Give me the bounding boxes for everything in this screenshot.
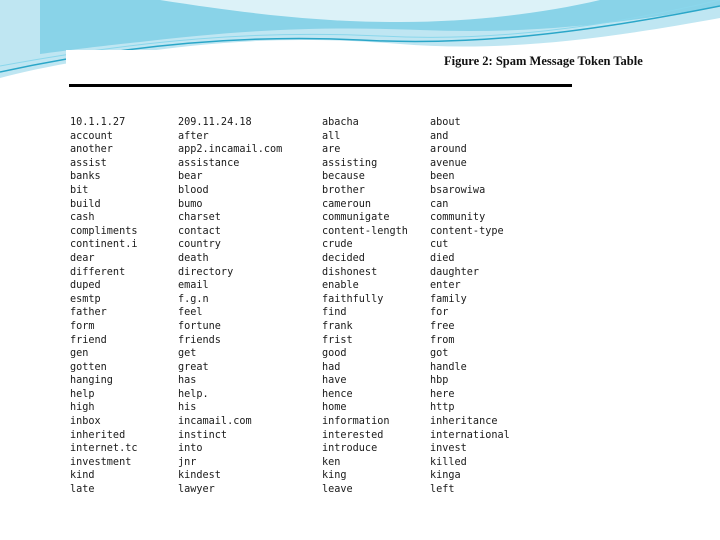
token-cell: gen <box>70 348 89 360</box>
token-cell: dishonest <box>322 266 378 278</box>
token-cell: directory <box>178 266 234 278</box>
token-cell: gotten <box>70 361 107 373</box>
token-cell: contact <box>178 225 221 237</box>
document-figure <box>66 50 654 502</box>
token-cell: esmtp <box>70 293 101 305</box>
figure-caption: Figure 2: Spam Message Token Table <box>444 54 643 68</box>
token-cell: inbox <box>70 416 101 428</box>
token-cell: friends <box>178 334 221 346</box>
token-cell: killed <box>430 456 467 468</box>
token-cell: hanging <box>70 375 113 387</box>
token-table <box>70 116 540 497</box>
token-cell: blood <box>178 184 209 196</box>
token-cell: hence <box>322 388 353 400</box>
token-cell: avenue <box>430 157 467 169</box>
token-cell: great <box>178 361 209 373</box>
token-cell: about <box>430 117 461 128</box>
token-cell: inherited <box>70 429 126 441</box>
token-cell: another <box>70 144 113 156</box>
token-cell: app2.incamail.com <box>178 144 283 156</box>
token-cell: for <box>430 307 449 319</box>
token-cell: investment <box>70 456 132 468</box>
token-cell: family <box>430 293 467 305</box>
token-cell: interested <box>322 429 384 441</box>
token-cell: communigate <box>322 212 390 224</box>
token-cell: jnr <box>178 456 197 468</box>
token-cell: enable <box>322 280 359 292</box>
token-cell: late <box>70 484 95 496</box>
token-cell: dear <box>70 252 95 264</box>
token-cell: assistance <box>178 157 240 169</box>
token-cell: here <box>430 388 455 400</box>
token-cell: content-type <box>430 225 504 237</box>
token-cell: has <box>178 375 197 387</box>
token-cell: fortune <box>178 320 221 332</box>
token-cell: country <box>178 239 221 251</box>
token-cell: different <box>70 266 126 278</box>
token-cell: invest <box>430 443 467 455</box>
token-cell: 10.1.1.27 <box>70 117 126 128</box>
token-cell: free <box>430 320 455 332</box>
token-cell: find <box>322 307 347 319</box>
token-cell: f.g.n <box>178 293 209 305</box>
token-cell: banks <box>70 171 101 183</box>
table-top-rule <box>69 84 572 87</box>
token-cell: http <box>430 402 455 414</box>
token-cell: high <box>70 402 95 414</box>
token-cell: got <box>430 348 449 360</box>
token-cell: assisting <box>322 157 378 169</box>
token-cell: cut <box>430 239 449 251</box>
token-cell: leave <box>322 484 353 496</box>
token-cell: internet.tc <box>70 443 138 455</box>
token-cell: 209.11.24.18 <box>178 117 252 128</box>
token-cell: frist <box>322 334 353 346</box>
token-cell: after <box>178 130 209 142</box>
token-cell: good <box>322 348 347 360</box>
token-cell: father <box>70 307 107 319</box>
token-cell: from <box>430 334 455 346</box>
token-cell: daughter <box>430 266 480 278</box>
token-cell: faithfully <box>322 293 384 305</box>
token-cell: get <box>178 348 197 360</box>
token-cell: left <box>430 484 455 496</box>
token-cell: hbp <box>430 375 449 387</box>
token-cell: help. <box>178 388 209 400</box>
token-cell: can <box>430 198 449 210</box>
token-cell: email <box>178 280 209 292</box>
token-cell: friend <box>70 334 107 346</box>
token-cell: crude <box>322 239 353 251</box>
token-cell: continent.i <box>70 239 138 251</box>
token-cell: all <box>322 130 341 142</box>
token-cell: instinct <box>178 429 228 441</box>
token-cell: form <box>70 320 95 332</box>
token-cell: bumo <box>178 198 203 210</box>
token-cell: into <box>178 443 203 455</box>
token-cell: home <box>322 402 347 414</box>
token-cell: cash <box>70 212 95 224</box>
token-cell: and <box>430 130 449 142</box>
token-cell: bit <box>70 184 89 196</box>
token-cell: community <box>430 212 486 224</box>
token-cell: charset <box>178 212 221 224</box>
token-cell: death <box>178 252 209 264</box>
token-cell: bear <box>178 171 203 183</box>
token-cell: around <box>430 144 467 156</box>
token-cell: enter <box>430 280 461 292</box>
token-cell: frank <box>322 320 353 332</box>
token-cell: help <box>70 388 95 400</box>
token-cell: information <box>322 416 390 428</box>
token-cell: compliments <box>70 225 138 237</box>
token-cell: incamail.com <box>178 416 252 428</box>
token-cell: kindest <box>178 470 221 482</box>
token-cell: decided <box>322 252 365 264</box>
token-cell: ken <box>322 456 341 468</box>
token-cell: feel <box>178 307 203 319</box>
token-cell: duped <box>70 280 101 292</box>
token-cell: had <box>322 361 341 373</box>
token-cell: assist <box>70 157 107 169</box>
token-cell: king <box>322 470 347 482</box>
token-cell: account <box>70 130 113 142</box>
token-cell: content-length <box>322 225 408 237</box>
token-cell: been <box>430 171 455 183</box>
token-cell: bsarowiwa <box>430 184 486 196</box>
token-cell: cameroun <box>322 198 372 210</box>
token-cell: abacha <box>322 117 359 128</box>
token-cell: handle <box>430 361 467 373</box>
token-cell: died <box>430 252 455 264</box>
token-cell: kind <box>70 470 95 482</box>
token-cell: his <box>178 402 197 414</box>
token-cell: lawyer <box>178 484 215 496</box>
token-cell: kinga <box>430 470 461 482</box>
token-cell: because <box>322 171 365 183</box>
token-cell: international <box>430 429 510 441</box>
token-cell: inheritance <box>430 416 498 428</box>
token-cell: introduce <box>322 443 378 455</box>
token-cell: build <box>70 198 101 210</box>
token-cell: brother <box>322 184 365 196</box>
token-cell: are <box>322 144 341 156</box>
token-cell: have <box>322 375 347 387</box>
